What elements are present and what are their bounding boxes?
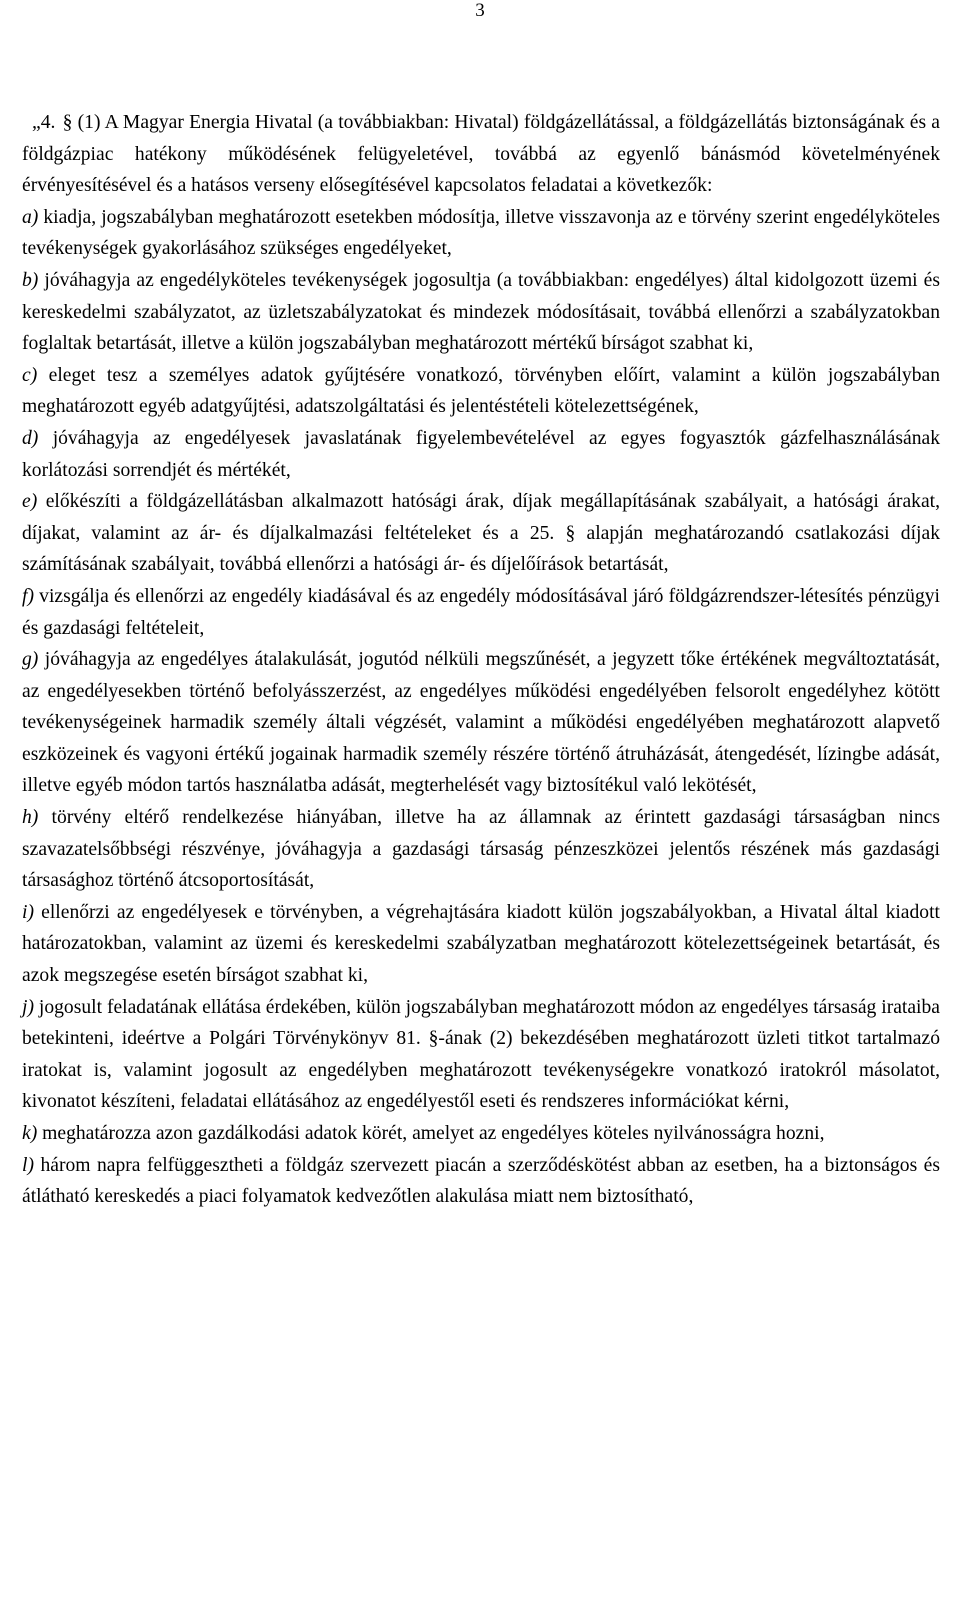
item-letter: b) [22, 269, 39, 291]
item-text: törvény eltérő rendelkezése hiányában, illetve ha az államnak az érintett gazdasági társaságban nincs szavazatelsőbbségi részvénye, jóváhagyja a gazdasági társaság pénzeszközei jelentős részének más gazdasági társasághoz történő átcsoportosítását, [22, 807, 940, 892]
list-item [22, 802, 940, 897]
section-intro [22, 107, 940, 202]
item-text: eleget tesz a személyes adatok gyűjtésére vonatkozó, törvényben előírt, valamint a külön jogszabályban meghatározott egyéb adatgyűjtési, adatszolgáltatási és jelentéstételi kötelezettségének, [22, 364, 940, 418]
item-letter: j) [22, 996, 34, 1018]
item-text: jóváhagyja az engedélyes átalakulását, jogutód nélküli megszűnését, a jegyzett tőke értékének megváltoztatását, az engedélyesekben történő befolyásszerzést, az engedélyes működési engedélyében felsorolt engedélyhez kötött tevékenységeinek harmadik személy általi végzését, valamint a működési engedélyében meghatározott alapvető eszközeinek és vagyoni értékű jogainak harmadik személy részére történő átruházását, átengedését, lízingbe adását, illetve egyéb módon tartós használatba adását, megterhelését vagy biztosítékul való lekötését, [22, 649, 940, 797]
item-letter: f) [22, 585, 34, 607]
list-item [22, 486, 940, 581]
item-letter: c) [22, 364, 38, 386]
list-item [22, 265, 940, 360]
item-text: jogosult feladatának ellátása érdekében, külön jogszabályban meghatározott módon az engedélyes társaság irataiba betekinteni, ideértve a Polgári Törvénykönyv 81. §-ának (2) bekezdésében meghatározott üzleti titkot tartalmazó iratokat is, valamint jogosult az engedélyben meghatározott tevékenységekre vonatkozó iratokról másolatot, kivonatot készíteni, feladatai ellátásához az engedélyestől eseti és rendszeres információkat kérni, [22, 996, 940, 1113]
item-text: előkészíti a földgázellátásban alkalmazott hatósági árak, díjak megállapításának szabályait, a hatósági árakat, díjakat, valamint az ár- és díjalkalmazási feltételeket és a 25. § alapján meghatározandó csatlakozási díjak számításának szabályait, továbbá ellenőrzi a hatósági ár- és díjelőírások betartását, [22, 491, 940, 576]
item-text: meghatározza azon gazdálkodási adatok körét, amelyet az engedélyes köteles nyilvánosságra hozni, [42, 1123, 825, 1144]
item-text: jóváhagyja az engedélyesek javaslatának figyelembevételével az egyes fogyasztók gázfelhasználásának korlátozási sorrendjét és mértékét, [22, 427, 940, 481]
item-letter: i) [22, 901, 34, 923]
list-item [22, 992, 940, 1118]
list-item [22, 1150, 940, 1213]
item-text: jóváhagyja az engedélyköteles tevékenységek jogosultja (a továbbiakban: engedélyes) által kidolgozott üzemi és kereskedelmi szabályzatot, az üzletszabályzatokat és mindezek módosításait, továbbá ellenőrzi a szabályzatokban foglaltak betartását, illetve a külön jogszabályban meghatározott mértékű bírságot szabhat ki, [22, 269, 940, 355]
list-item [22, 897, 940, 992]
list-item [22, 423, 940, 486]
list-item [22, 644, 940, 802]
list-item [22, 202, 940, 265]
item-letter: l) [22, 1154, 34, 1176]
item-letter: d) [22, 427, 39, 449]
page-number: 3 [475, 0, 485, 21]
item-text: ellenőrzi az engedélyesek e törvényben, a végrehajtására kiadott külön jogszabályokban, a Hivatal által kiadott határozatokban, valamint az üzemi és kereskedelmi szabályzatban meghatározott kötelezettségeinek betartását, és azok megszegése esetén bírságot szabhat ki, [22, 901, 940, 987]
section-number: „4. [32, 112, 56, 133]
item-letter: a) [22, 206, 39, 228]
section-intro-text: § (1) A Magyar Energia Hivatal (a továbbiakban: Hivatal) földgázellátással, a földgázellátás biztonságának és a földgázpiac hatékony működésének felügyeletével, továbbá az egyenlő bánásmód követelményének érvényesítésével és a hatásos verseny elősegítésével kapcsolatos feladatai a következők: [22, 112, 941, 197]
item-letter: e) [22, 491, 38, 513]
item-text: három napra felfüggesztheti a földgáz szervezett piacán a szerződéskötést abban az esetben, ha a biztonságos és átlátható kereskedés a piaci folyamatok kedvezőtlen alakulása miatt nem biztosítható, [22, 1154, 940, 1208]
item-letter: h) [22, 807, 39, 829]
list-item [22, 360, 940, 423]
item-letter: g) [22, 649, 39, 671]
list-item [22, 581, 940, 644]
item-letter: k) [22, 1123, 38, 1144]
document-body [22, 107, 940, 1213]
item-text: vizsgálja és ellenőrzi az engedély kiadásával és az engedély módosításával járó földgázrendszer-létesítés pénzügyi és gazdasági feltételeit, [22, 585, 940, 639]
list-item [22, 1118, 940, 1150]
item-list [22, 202, 940, 1213]
item-text: kiadja, jogszabályban meghatározott esetekben módosítja, illetve visszavonja az e törvény szerint engedélyköteles tevékenységek gyakorlásához szükséges engedélyeket, [22, 206, 940, 260]
